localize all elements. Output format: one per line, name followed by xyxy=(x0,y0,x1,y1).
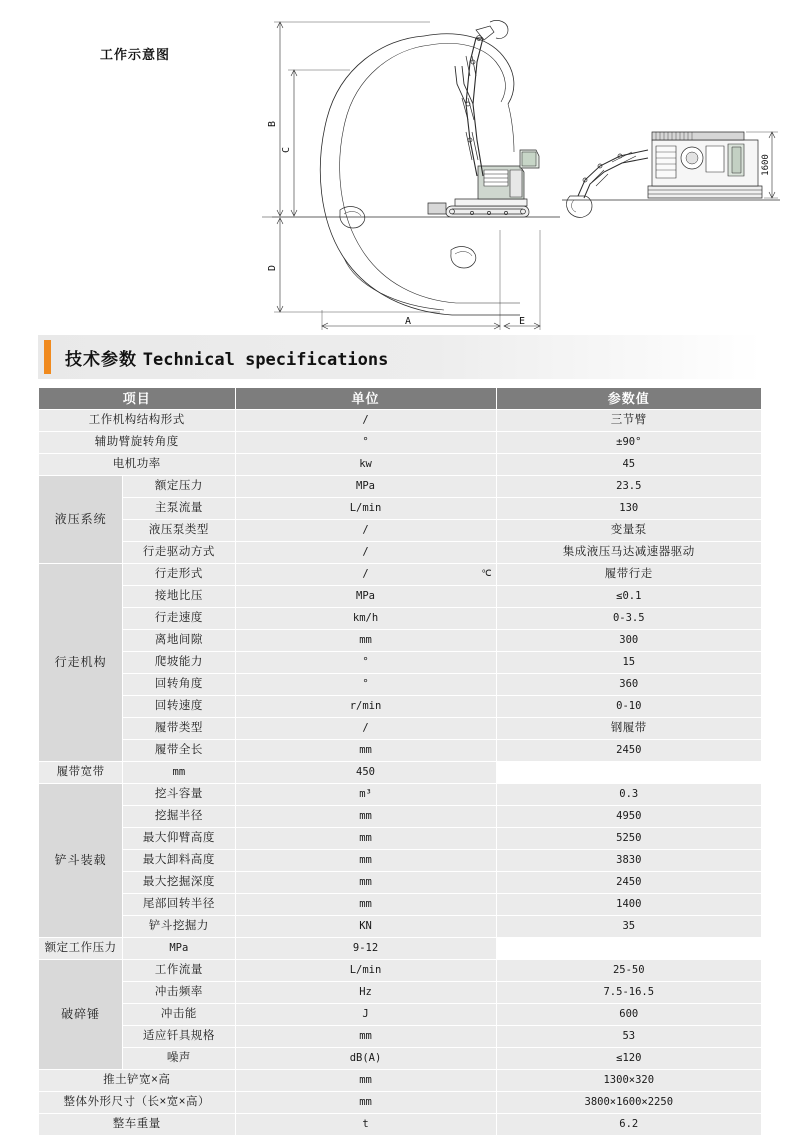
table-row xyxy=(39,652,762,674)
row-value: ≤0.1 xyxy=(496,586,761,608)
table-row xyxy=(39,740,762,762)
row-unit: / ℃ xyxy=(235,564,496,586)
table-row xyxy=(39,696,762,718)
row-item-label: 整体外形尺寸（长×宽×高） xyxy=(39,1092,236,1114)
row-item-label: 挖掘半径 xyxy=(123,806,235,828)
table-body xyxy=(39,410,762,1136)
row-unit: km/h xyxy=(235,608,496,630)
row-item-label: 适应钎具规格 xyxy=(123,1026,235,1048)
row-value: 9-12 xyxy=(235,938,496,960)
row-unit: KN xyxy=(235,916,496,938)
row-value: 三节臂 xyxy=(496,410,761,432)
row-unit: mm xyxy=(235,630,496,652)
row-value: 2450 xyxy=(496,740,761,762)
table-row xyxy=(39,542,762,564)
row-item-label: 铲斗挖掘力 xyxy=(123,916,235,938)
table-row xyxy=(39,1092,762,1114)
row-value: ±90° xyxy=(496,432,761,454)
row-value: ≤120 xyxy=(496,1048,761,1070)
row-item-label: 履带全长 xyxy=(123,740,235,762)
table-row xyxy=(39,894,762,916)
row-unit: / xyxy=(235,520,496,542)
row-value: 7.5-16.5 xyxy=(496,982,761,1004)
table-row xyxy=(39,1026,762,1048)
technical-specifications-table xyxy=(38,387,762,1136)
row-unit: mm xyxy=(235,850,496,872)
row-item-label: 履带宽带 xyxy=(39,762,123,784)
row-unit: / xyxy=(235,718,496,740)
column-header-value: 参数值 xyxy=(496,388,761,410)
table-row xyxy=(39,1070,762,1092)
row-unit: L/min xyxy=(235,960,496,982)
row-value: 45 xyxy=(496,454,761,476)
row-unit: ° xyxy=(235,652,496,674)
row-value: 130 xyxy=(496,498,761,520)
table-row xyxy=(39,938,762,960)
row-item-label: 接地比压 xyxy=(123,586,235,608)
row-item-label: 液压泵类型 xyxy=(123,520,235,542)
row-item-label: 挖斗容量 xyxy=(123,784,235,806)
spec-title-cn: 技术参数 xyxy=(65,349,137,369)
row-value: 4950 xyxy=(496,806,761,828)
dim-label-D: D xyxy=(267,264,278,272)
row-value: 53 xyxy=(496,1026,761,1048)
row-item-label: 整车重量 xyxy=(39,1114,236,1136)
table-row xyxy=(39,916,762,938)
table-row xyxy=(39,476,762,498)
row-unit: mm xyxy=(235,894,496,916)
row-item-label: 额定压力 xyxy=(123,476,235,498)
table-row xyxy=(39,608,762,630)
row-unit: J xyxy=(235,1004,496,1026)
row-unit: / xyxy=(235,542,496,564)
table-row xyxy=(39,410,762,432)
row-item-label: 电机功率 xyxy=(39,454,236,476)
row-value: 360 xyxy=(496,674,761,696)
row-item-label: 尾部回转半径 xyxy=(123,894,235,916)
table-row xyxy=(39,432,762,454)
row-item-label: 离地间隙 xyxy=(123,630,235,652)
table-row xyxy=(39,960,762,982)
column-header-item: 项目 xyxy=(39,388,236,410)
row-unit: / xyxy=(235,410,496,432)
table-row xyxy=(39,498,762,520)
celsius-mark: ℃ xyxy=(481,569,492,579)
row-unit: MPa xyxy=(235,586,496,608)
row-value: 450 xyxy=(235,762,496,784)
row-unit: Hz xyxy=(235,982,496,1004)
accent-bar xyxy=(44,340,51,374)
table-row xyxy=(39,828,762,850)
dim-label-C: C xyxy=(281,146,292,154)
row-unit: mm xyxy=(235,828,496,850)
row-unit: ° xyxy=(235,432,496,454)
row-item-label: 最大挖掘深度 xyxy=(123,872,235,894)
row-unit: r/min xyxy=(235,696,496,718)
table-row xyxy=(39,564,762,586)
table-row xyxy=(39,674,762,696)
row-value: 300 xyxy=(496,630,761,652)
row-unit: mm xyxy=(235,1070,496,1092)
row-value: 35 xyxy=(496,916,761,938)
row-value: 集成液压马达减速器驱动 xyxy=(496,542,761,564)
table-row xyxy=(39,872,762,894)
row-group-label: 铲斗装载 xyxy=(39,784,123,938)
row-unit: L/min xyxy=(235,498,496,520)
row-group-label: 行走机构 xyxy=(39,564,123,762)
dim-label-height: 1600 xyxy=(761,154,771,176)
table-row xyxy=(39,520,762,542)
row-value: 0.3 xyxy=(496,784,761,806)
spec-section-header xyxy=(38,335,762,379)
row-item-label: 辅助臂旋转角度 xyxy=(39,432,236,454)
row-unit: m³ xyxy=(235,784,496,806)
row-unit: mm xyxy=(235,740,496,762)
row-item-label: 回转角度 xyxy=(123,674,235,696)
row-group-label: 液压系统 xyxy=(39,476,123,564)
row-value: 5250 xyxy=(496,828,761,850)
table-row xyxy=(39,806,762,828)
row-item-label: 冲击能 xyxy=(123,1004,235,1026)
table-row xyxy=(39,784,762,806)
row-item-label: 推土铲宽×高 xyxy=(39,1070,236,1092)
row-unit: dB(A) xyxy=(235,1048,496,1070)
table-row xyxy=(39,630,762,652)
row-item-label: 额定工作压力 xyxy=(39,938,123,960)
row-unit: mm xyxy=(235,806,496,828)
row-unit: MPa xyxy=(123,938,235,960)
row-value: 变量泵 xyxy=(496,520,761,542)
diagram-title: 工作示意图 xyxy=(100,47,171,62)
row-unit: mm xyxy=(235,1026,496,1048)
table-row xyxy=(39,1004,762,1026)
row-value: 履带行走 xyxy=(496,564,761,586)
row-item-label: 最大仰臂高度 xyxy=(123,828,235,850)
row-value: 钢履带 xyxy=(496,718,761,740)
row-value: 0-3.5 xyxy=(496,608,761,630)
row-item-label: 履带类型 xyxy=(123,718,235,740)
dim-label-E: E xyxy=(518,316,526,327)
column-header-unit: 单位 xyxy=(235,388,496,410)
row-item-label: 爬坡能力 xyxy=(123,652,235,674)
row-item-label: 工作流量 xyxy=(123,960,235,982)
row-value: 23.5 xyxy=(496,476,761,498)
table-row xyxy=(39,850,762,872)
row-value: 15 xyxy=(496,652,761,674)
row-value: 0-10 xyxy=(496,696,761,718)
row-unit: mm xyxy=(235,1092,496,1114)
table-row xyxy=(39,454,762,476)
row-value: 600 xyxy=(496,1004,761,1026)
table-header-row xyxy=(39,388,762,410)
working-diagram-section xyxy=(0,0,800,335)
table-row xyxy=(39,762,762,784)
spec-title-en: Technical specifications xyxy=(142,349,389,370)
row-value: 3800×1600×2250 xyxy=(496,1092,761,1114)
row-item-label: 工作机构结构形式 xyxy=(39,410,236,432)
row-unit: kw xyxy=(235,454,496,476)
table-row xyxy=(39,1048,762,1070)
row-item-label: 回转速度 xyxy=(123,696,235,718)
row-item-label: 噪声 xyxy=(123,1048,235,1070)
table-row xyxy=(39,1114,762,1136)
row-item-label: 行走形式 xyxy=(123,564,235,586)
row-unit: ° xyxy=(235,674,496,696)
row-value: 6.2 xyxy=(496,1114,761,1136)
row-unit: t xyxy=(235,1114,496,1136)
row-item-label: 主泵流量 xyxy=(123,498,235,520)
row-group-label: 破碎锤 xyxy=(39,960,123,1070)
row-value: 1300×320 xyxy=(496,1070,761,1092)
row-value: 2450 xyxy=(496,872,761,894)
row-item-label: 行走驱动方式 xyxy=(123,542,235,564)
row-item-label: 最大卸料高度 xyxy=(123,850,235,872)
table-row xyxy=(39,586,762,608)
row-unit: mm xyxy=(235,872,496,894)
row-item-label: 行走速度 xyxy=(123,608,235,630)
row-item-label: 冲击频率 xyxy=(123,982,235,1004)
table-row xyxy=(39,718,762,740)
table-row xyxy=(39,982,762,1004)
dim-label-B: B xyxy=(267,120,278,128)
row-value: 25-50 xyxy=(496,960,761,982)
row-unit: mm xyxy=(123,762,235,784)
dim-label-A: A xyxy=(404,316,412,327)
row-value: 3830 xyxy=(496,850,761,872)
row-unit: MPa xyxy=(235,476,496,498)
diagram-drawing xyxy=(0,0,800,340)
row-value: 1400 xyxy=(496,894,761,916)
